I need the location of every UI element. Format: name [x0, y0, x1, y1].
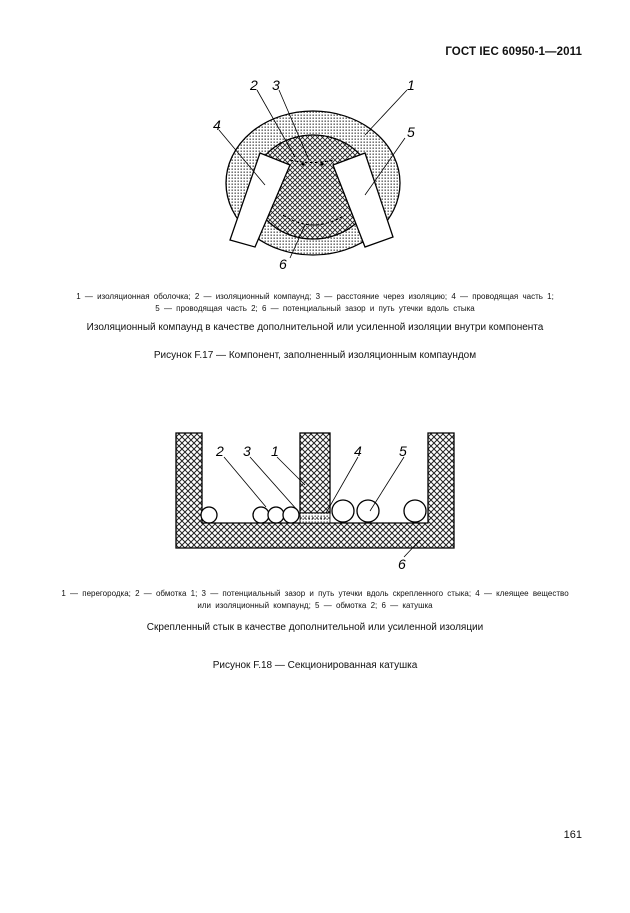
f18-subcaption: Скрепленный стык в качестве дополнительной или усиленной изоляции	[146, 622, 484, 633]
f18-legend-line-1: 1 — перегородка; 2 — обмотка 1; 3 — потенциальный зазор и путь утечки вдоль скрепленного стыка; 4 — клеящее вещество	[61, 589, 569, 598]
winding-2	[332, 500, 354, 522]
f17-label-4: 4	[213, 117, 221, 133]
f18-label-5: 5	[399, 443, 407, 459]
page-number: 161	[563, 829, 582, 841]
f18-label-6: 6	[398, 556, 406, 572]
figure-f18-legend	[30, 588, 600, 612]
f18-label-2: 2	[216, 443, 224, 459]
figure-f17-legend	[30, 291, 600, 315]
winding-1	[253, 507, 269, 523]
f18-label-3: 3	[243, 443, 251, 459]
figure-f18-diagram	[170, 425, 460, 575]
winding-1	[268, 507, 284, 523]
f17-label-3: 3	[272, 77, 280, 93]
partition	[300, 433, 330, 513]
f17-legend-line-1: 1 — изоляционная оболочка; 2 — изоляционный компаунд; 3 — расстояние через изоляцию; 4 — проводящая часть 1;	[76, 292, 554, 301]
f17-legend-line-2: 5 — проводящая часть 2; 6 — потенциальный зазор и путь утечки вдоль стыка	[155, 304, 475, 313]
f17-label-6: 6	[279, 256, 287, 272]
f18-label-4: 4	[354, 443, 362, 459]
winding-1	[201, 507, 217, 523]
f17-subcaption: Изоляционный компаунд в качестве дополнительной или усиленной изоляции внутри компонента	[86, 322, 544, 333]
winding-2	[357, 500, 379, 522]
f18-label-1: 1	[271, 443, 279, 459]
figure-f17-diagram	[195, 75, 430, 275]
f17-label-1: 1	[407, 77, 415, 93]
f17-caption: Рисунок F.17 — Компонент, заполненный изоляционным компаундом	[153, 350, 477, 361]
f18-legend-line-2: или изоляционный компаунд; 5 — обмотка 2; 6 — катушка	[197, 601, 433, 610]
document-header: ГОСТ IEC 60950-1—2011	[445, 46, 582, 58]
f17-label-2: 2	[250, 77, 258, 93]
f17-label-5: 5	[407, 124, 415, 140]
f18-caption: Рисунок F.18 — Секционированная катушка	[212, 660, 418, 671]
winding-2	[404, 500, 426, 522]
